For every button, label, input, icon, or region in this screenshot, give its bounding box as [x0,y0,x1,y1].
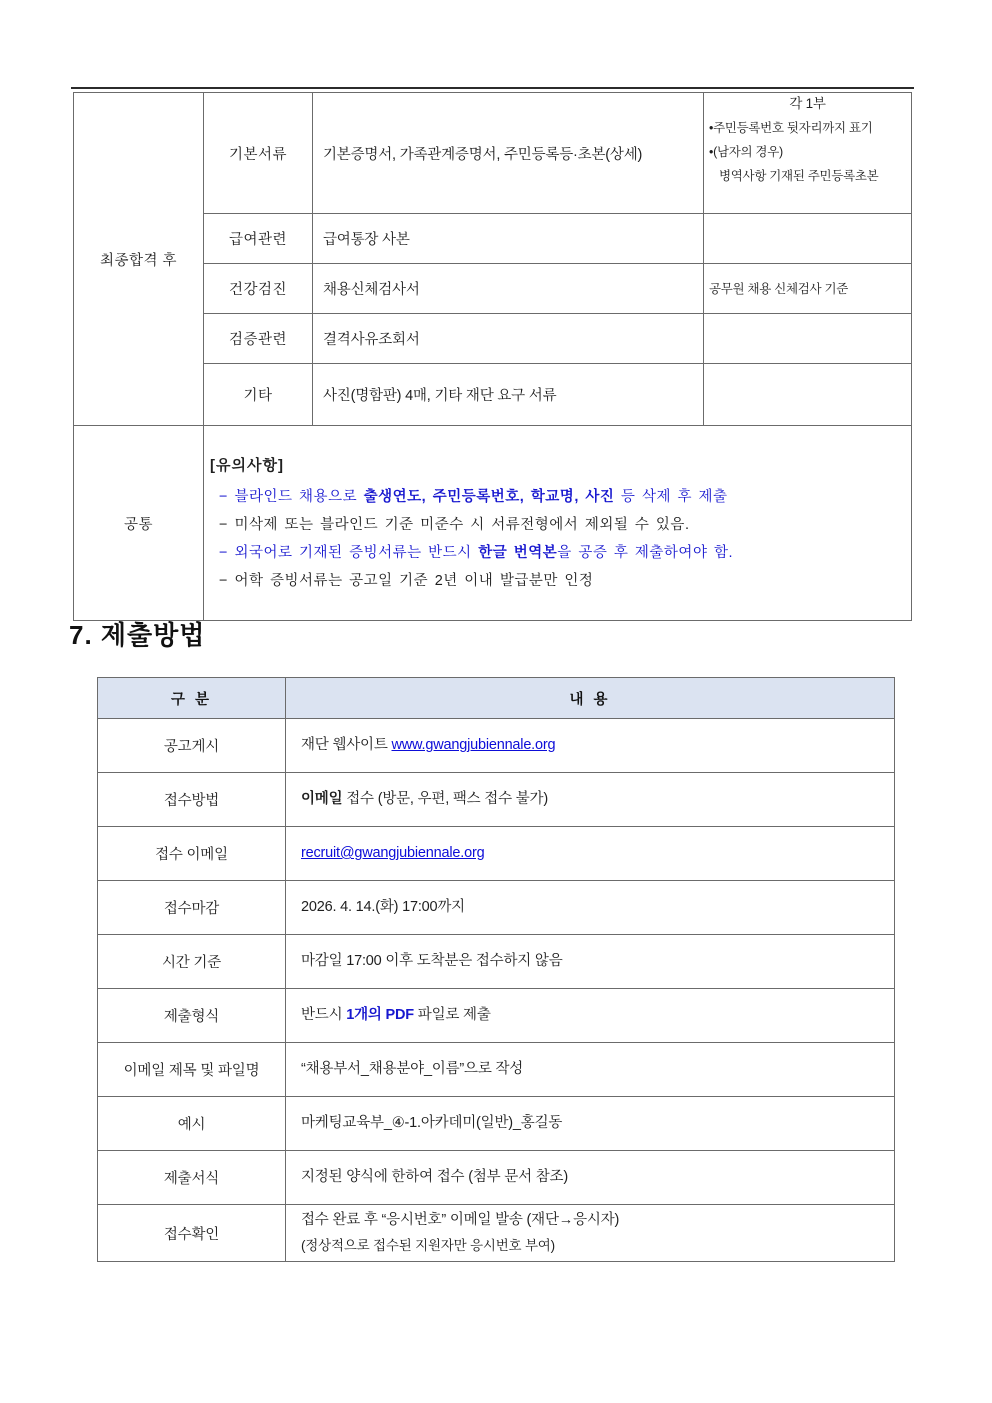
cell-content: 기본증명서, 가족관계증명서, 주민등록등·초본(상세) [313,93,704,214]
cell-value [286,989,895,1043]
submission-method-table [97,677,895,1262]
text-segment: 2026. 4. 14.(화) 17:00까지 [301,899,465,915]
cell-note [704,314,912,364]
cell-value [286,719,895,773]
cell-note [704,214,912,264]
text-segment: 1개의 PDF [346,1007,414,1023]
table-row [98,1151,895,1205]
cell-notice [204,426,912,621]
note-line: •주민등록번호 뒷자리까지 표기 [709,121,873,135]
cell-note [704,364,912,426]
text-segment: 한글 번역본 [478,544,558,561]
table-row [98,1043,895,1097]
notice-title: [유의사항] [210,456,284,474]
cell-label: 접수방법 [98,773,286,827]
text-segment: 을 공증 후 제출하여야 함. [557,544,734,561]
value-line [301,895,894,920]
cell-category: 기타 [204,364,313,426]
value-line [301,1208,894,1233]
cell-category: 건강검진 [204,264,313,314]
table-row [98,1097,895,1151]
value-line [301,1165,894,1190]
cell-content: 채용신체검사서 [313,264,704,314]
text-segment: 마케팅교육부_④-1.아카데미(일반)_홍길동 [301,1115,563,1131]
text-segment: (정상적으로 접수된 지원자만 응시번호 부여) [301,1238,555,1253]
cell-stage-label: 최종합격 후 [74,93,204,426]
table-row [98,1205,895,1262]
notice-line [210,511,903,539]
text-segment: 파일로 제출 [413,1007,491,1023]
value-line [301,1111,894,1136]
notice-line [210,483,903,511]
text-segment: 마감일 17:00 이후 도착분은 접수하지 않음 [301,953,563,969]
table-header-row [98,678,895,719]
cell-value [286,881,895,935]
cell-value [286,827,895,881]
text-segment: 지정된 양식에 한하여 접수 (첨부 문서 참조) [301,1169,568,1185]
table-row [98,881,895,935]
note-title: 각 1부 [789,96,826,111]
required-documents-table [73,92,912,621]
section-title: 7. 제출방법 [69,620,206,650]
text-segment: 이메일 [301,791,343,807]
cell-value [286,1097,895,1151]
header-content: 내 용 [286,678,895,719]
text-segment: 반드시 [301,1007,347,1023]
table-row [98,719,895,773]
value-line [301,733,894,758]
cell-value [286,1205,895,1262]
text-segment: 재단 웹사이트 [301,737,392,753]
value-line [301,1057,894,1082]
text-segment: 접수 완료 후 “응시번호” 이메일 발송 (재단→응시자) [301,1212,620,1228]
text-segment: “채용부서_채용분야_이름”으로 작성 [301,1061,524,1077]
notice-line [210,567,903,595]
value-line [301,949,894,974]
note-line: •(남자의 경우) [709,145,783,159]
value-line [301,841,894,866]
cell-value [286,935,895,989]
cell-category: 검증관련 [204,314,313,364]
table-row [98,827,895,881]
cell-category: 급여관련 [204,214,313,264]
table-row-common-notice [74,426,912,621]
text-segment: − 미삭제 또는 블라인드 기준 미준수 시 서류전형에서 제외될 수 있음. [219,516,690,533]
cell-content: 사진(명함판) 4매, 기타 재단 요구 서류 [313,364,704,426]
cell-category: 기본서류 [204,93,313,214]
cell-label: 접수 이메일 [98,827,286,881]
cell-label: 제출형식 [98,989,286,1043]
cell-note: 공무원 채용 신체검사 기준 [704,264,912,314]
value-line [301,1003,894,1028]
value-line [301,787,894,812]
cell-label: 이메일 제목 및 파일명 [98,1043,286,1097]
header-category: 구 분 [98,678,286,719]
cell-common-label: 공통 [74,426,204,621]
page-break-line [71,87,914,89]
cell-content: 급여통장 사본 [313,214,704,264]
inline-link[interactable]: www.gwangjubiennale.org [391,737,556,753]
cell-label: 예시 [98,1097,286,1151]
text-segment: − 외국어로 기재된 증빙서류는 반드시 [219,544,479,561]
notice-line [210,539,903,567]
text-segment: 출생연도, 주민등록번호, 학교명, 사진 [363,488,615,505]
table-row [98,989,895,1043]
text-segment: − 블라인드 채용으로 [219,488,364,505]
cell-value [286,1043,895,1097]
cell-note [704,93,912,214]
text-segment: − 어학 증빙서류는 공고일 기준 2년 이내 발급분만 인정 [219,572,594,589]
table-row [98,935,895,989]
table-row [98,773,895,827]
cell-value [286,1151,895,1205]
cell-label: 공고게시 [98,719,286,773]
value-line [301,1233,894,1258]
note-line: 병역사항 기재된 주민등록초본 [719,169,879,183]
cell-value [286,773,895,827]
text-segment: 접수 (방문, 우편, 팩스 접수 불가) [342,791,548,807]
cell-label: 시간 기준 [98,935,286,989]
cell-label: 제출서식 [98,1151,286,1205]
cell-content: 결격사유조회서 [313,314,704,364]
inline-link[interactable]: recruit@gwangjubiennale.org [301,845,485,861]
cell-label: 접수확인 [98,1205,286,1262]
cell-label: 접수마감 [98,881,286,935]
text-segment: 등 삭제 후 제출 [614,488,728,505]
table-row [74,93,912,214]
